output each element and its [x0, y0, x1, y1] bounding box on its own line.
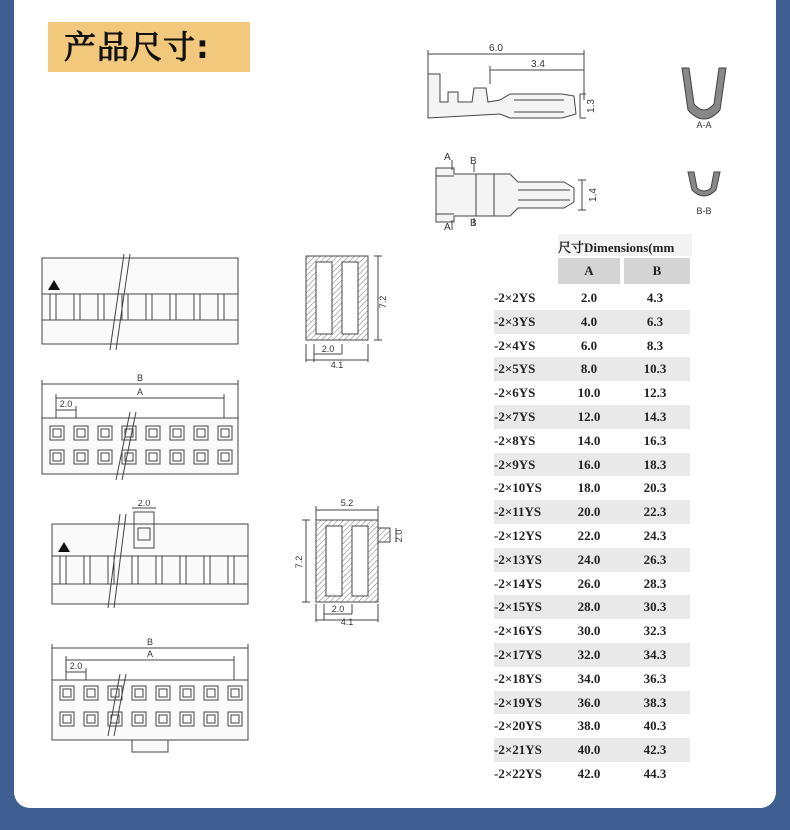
part-number-cell: -2×4YS — [494, 337, 536, 353]
dim-height: 7.2 — [378, 295, 388, 309]
dim-width: 4.1 — [330, 360, 344, 370]
part-number-cell: -2×17YS — [494, 647, 542, 662]
dim-top: 5.2 — [340, 498, 354, 508]
table-row — [494, 500, 690, 524]
dim-a-cell: 36.0 — [577, 694, 601, 710]
housing-upper-side-view — [38, 254, 243, 354]
label-a: A — [146, 649, 154, 659]
table-row — [494, 524, 690, 548]
dim-b-cell: 24.3 — [643, 528, 667, 543]
part-number-cell: -2×22YS — [494, 766, 542, 781]
part-number-cell: -2×13YS — [494, 551, 542, 567]
dim-a-cell: 28.0 — [577, 599, 601, 615]
dim-b-cell: 38.3 — [643, 694, 667, 710]
dim-b-cell: 28.3 — [643, 575, 667, 591]
part-number-cell: -2×19YS — [494, 694, 542, 710]
dim-pitch: 2.0 — [331, 604, 345, 614]
part-number-cell: -2×14YS — [494, 575, 542, 591]
dim-a-cell: 12.0 — [577, 409, 601, 424]
part-number-cell: -2×20YS — [494, 718, 542, 734]
table-row — [494, 714, 690, 738]
dim-a-cell: 10.0 — [577, 385, 601, 401]
dim-b-cell: 18.3 — [643, 456, 667, 472]
pin-slot — [204, 556, 210, 584]
dim-pitch: 2.0 — [59, 399, 73, 409]
part-number-cell: -2×7YS — [494, 409, 536, 424]
table-row — [494, 762, 690, 786]
dim-a-cell: 20.0 — [577, 504, 601, 520]
section-aa-label: A-A — [696, 120, 712, 130]
pin-slot — [98, 294, 104, 320]
dim-b-cell: 16.3 — [643, 432, 667, 448]
part-number-cell: -2×9YS — [494, 456, 536, 472]
part-number-cell: -2×3YS — [494, 313, 536, 329]
pin-slot — [84, 556, 90, 584]
table-row — [494, 619, 690, 643]
part-number-cell: -2×16YS — [494, 623, 542, 639]
dim-b-cell: 26.3 — [643, 551, 667, 567]
dim-b-cell: 8.3 — [646, 337, 664, 353]
table-row — [494, 691, 690, 715]
marker-a-top: A — [444, 152, 451, 163]
housing-upper-top-view — [38, 372, 243, 482]
dim-b-cell: 20.3 — [643, 480, 667, 496]
pin-slot — [170, 294, 176, 320]
dim-a-cell: 26.0 — [577, 575, 601, 591]
dim-b-cell: 6.3 — [646, 313, 664, 329]
label-b: B — [146, 637, 154, 647]
dim-a-cell: 6.0 — [580, 337, 598, 353]
dim-a-cell: 8.0 — [580, 361, 598, 377]
dim-pitch: 2.0 — [69, 661, 83, 671]
part-number-cell: -2×5YS — [494, 361, 536, 377]
terminal-drawing — [414, 40, 734, 240]
section-bb-label: B-B — [696, 206, 712, 216]
dim-b-cell: 10.3 — [643, 361, 667, 377]
pin-slot — [122, 294, 128, 320]
dim-pitch: 2.0 — [321, 344, 335, 354]
dim-a-cell: 18.0 — [577, 480, 601, 496]
dim-a-cell: 14.0 — [577, 432, 601, 448]
dim-a-cell: 4.0 — [580, 313, 598, 329]
dim-width: 1.4 — [588, 188, 599, 202]
label-a: A — [136, 387, 144, 397]
label-b: B — [136, 373, 144, 383]
pin-slot — [74, 294, 80, 320]
pin-slot — [228, 556, 234, 584]
dim-height: 7.2 — [294, 555, 304, 569]
part-number-cell: -2×21YS — [494, 742, 542, 758]
pin-slot — [132, 556, 138, 584]
table-row — [494, 643, 690, 667]
dim-b-cell: 44.3 — [643, 766, 667, 781]
dim-b-cell: 14.3 — [643, 409, 667, 424]
part-number-cell: -2×6YS — [494, 385, 536, 401]
dim-tab: 2.0 — [394, 529, 404, 543]
housing-upper-section — [298, 250, 388, 370]
product-card — [14, 0, 776, 808]
dim-a-cell: 24.0 — [577, 551, 601, 567]
dim-key: 2.0 — [137, 500, 151, 508]
dim-b-cell: 34.3 — [643, 647, 667, 662]
part-number-cell: -2×10YS — [494, 480, 542, 496]
dim-b-cell: 40.3 — [643, 718, 667, 734]
dim-total: 6.0 — [489, 43, 503, 54]
marker-b-bottom: B — [470, 218, 477, 229]
pin-slot — [194, 294, 200, 320]
table-row — [494, 286, 690, 310]
title-banner — [48, 22, 250, 72]
dim-a-cell: 32.0 — [577, 647, 601, 662]
pin-slot — [180, 556, 186, 584]
part-number-cell: -2×8YS — [494, 432, 536, 448]
part-number-cell: -2×18YS — [494, 670, 542, 686]
dim-b-cell: 32.3 — [643, 623, 667, 639]
dim-width: 4.1 — [340, 617, 354, 626]
dim-a-cell: 34.0 — [577, 670, 601, 686]
marker-a-bottom: A — [444, 222, 451, 233]
table-row — [494, 667, 690, 691]
column-header-b: B — [624, 258, 690, 284]
pin-slot — [60, 556, 66, 584]
dim-a-cell: 22.0 — [577, 528, 601, 543]
table-row — [494, 357, 690, 381]
housing-lower-top-view — [48, 636, 253, 756]
housing-lower-side-view — [48, 500, 253, 610]
part-number-cell: -2×15YS — [494, 599, 542, 615]
dim-b-cell: 36.3 — [643, 670, 667, 686]
table-title: 尺寸Dimensions(mm — [558, 240, 675, 255]
part-number-cell: -2×11YS — [494, 504, 542, 520]
table-row — [494, 334, 690, 358]
table-row — [494, 738, 690, 762]
pin-slot — [218, 294, 224, 320]
table-row — [494, 310, 690, 334]
dim-a-cell: 30.0 — [577, 623, 601, 639]
dim-a-cell: 38.0 — [577, 718, 601, 734]
dim-b-cell: 4.3 — [646, 290, 664, 305]
dim-partial: 3.4 — [531, 59, 545, 70]
table-row — [494, 476, 690, 500]
table-row — [494, 572, 690, 596]
dim-b-cell: 30.3 — [643, 599, 667, 615]
table-row — [494, 453, 690, 477]
dim-a-cell: 2.0 — [580, 290, 598, 305]
dim-a-cell: 16.0 — [577, 456, 601, 472]
dim-a-cell: 42.0 — [577, 766, 601, 781]
marker-b-top: B — [470, 156, 477, 167]
dim-b-cell: 42.3 — [643, 742, 667, 758]
part-number-cell: -2×2YS — [494, 290, 536, 305]
dim-b-cell: 22.3 — [643, 504, 667, 520]
table-row — [494, 595, 690, 619]
table-row — [494, 381, 690, 405]
dim-height: 1.3 — [586, 99, 597, 113]
housing-lower-section — [294, 496, 404, 626]
pin-slot — [156, 556, 162, 584]
dim-a-cell: 40.0 — [577, 742, 601, 758]
page-title: 产品尺寸: — [64, 28, 210, 66]
pin-slot — [146, 294, 152, 320]
table-row — [494, 429, 690, 453]
pin-slot — [50, 294, 56, 320]
column-header-a: A — [558, 258, 620, 284]
dim-b-cell: 12.3 — [643, 385, 667, 401]
table-row — [494, 405, 690, 429]
part-number-cell: -2×12YS — [494, 528, 542, 543]
table-row — [494, 548, 690, 572]
dimensions-table — [494, 234, 692, 794]
